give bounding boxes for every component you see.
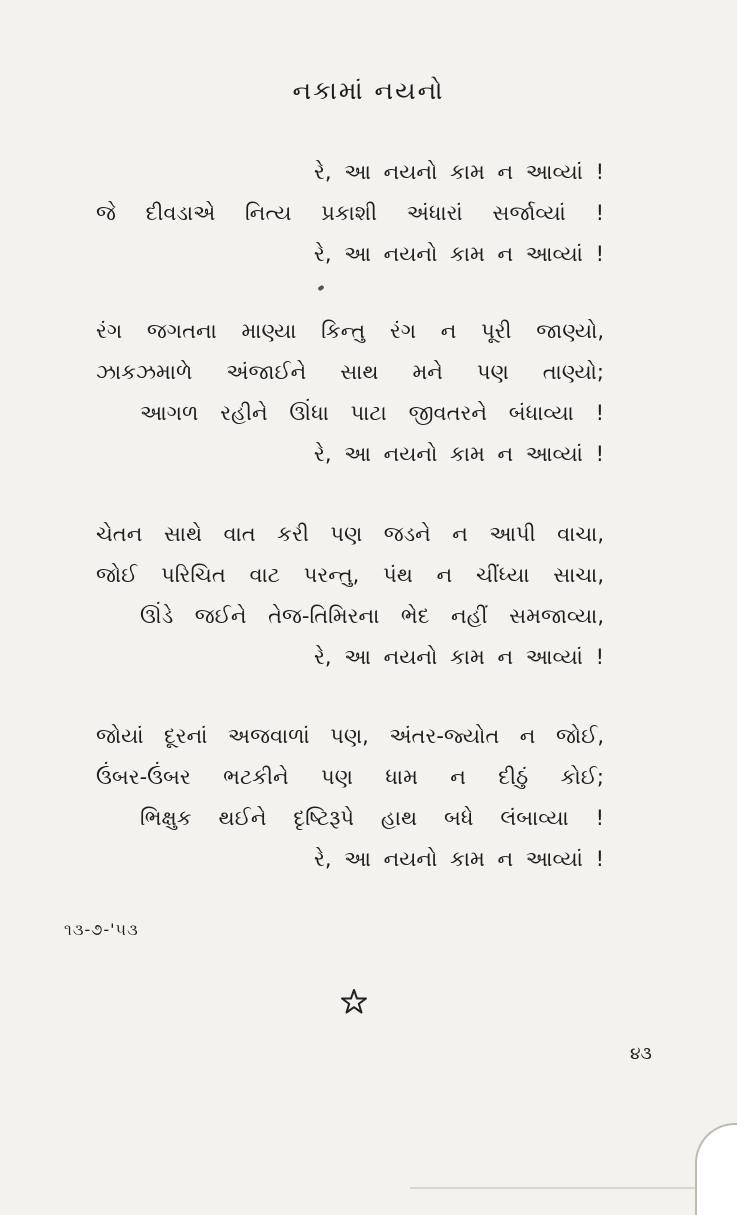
refrain-line: રે, આ નયનો કામ ન આવ્યાં ! [313,645,604,669]
stanza-2 [96,311,604,475]
refrain-line: રે, આ નયનો કામ ન આવ્યાં ! [313,442,604,466]
verse-line: આગળ રહીને ઊંધા પાટા જીવતરને બંધાવ્યા ! [140,401,604,425]
verse-line: જે દીવડાએ નિત્ય પ્રકાશી અંધારાં સર્જાવ્યાં ! [96,201,604,225]
verse-line: રંગ જગતના માણ્યા કિન્તુ રંગ ન પૂરી જાણ્યો, [96,319,604,343]
poem-title: નકામાં નયનો [292,76,445,105]
star-icon [340,988,368,1016]
refrain-line: રે, આ નયનો કામ ન આવ્યાં ! [313,847,604,871]
page-number: ૪૩ [630,1044,652,1064]
stanza-1 [96,152,604,275]
refrain-line: રે, આ નયનો કામ ન આવ્યાં ! [313,242,604,266]
ink-mark [317,285,324,292]
poem-date: ૧૩-૭-'૫૩ [64,920,139,939]
verse-line: ઉંબર-ઉંબર ભટકીને પણ ધામ ન દીઠું કોઈ; [96,765,604,789]
refrain-line: રે, આ નયનો કામ ન આવ્યાં ! [313,160,604,184]
page-edge-shadow [410,1187,710,1189]
verse-line: ચેતન સાથે વાત કરી પણ જડને ન આપી વાચા, [96,522,604,546]
verse-line: ભિક્ષુક થઈને દૃષ્ટિરૂપે હાથ બધે લંબાવ્યા ! [140,806,604,830]
stanza-4 [96,716,604,880]
verse-line: જોઈ પરિચિત વાટ પરન્તુ, પંથ ન ચીંધ્યા સાચા, [96,563,604,587]
page-curl [695,1123,737,1215]
verse-line: ઝાકઝમાળે અંજાઈને સાથ મને પણ તાણ્યો; [96,360,604,384]
verse-line: જોયાં દૂરનાં અજવાળાં પણ, અંતર-જ્યોત ન જોઈ, [96,724,604,748]
verse-line: ઊંડે જઈને તેજ-તિમિરના ભેદ નહીં સમજાવ્યા, [140,604,604,628]
stanza-3 [96,514,604,678]
